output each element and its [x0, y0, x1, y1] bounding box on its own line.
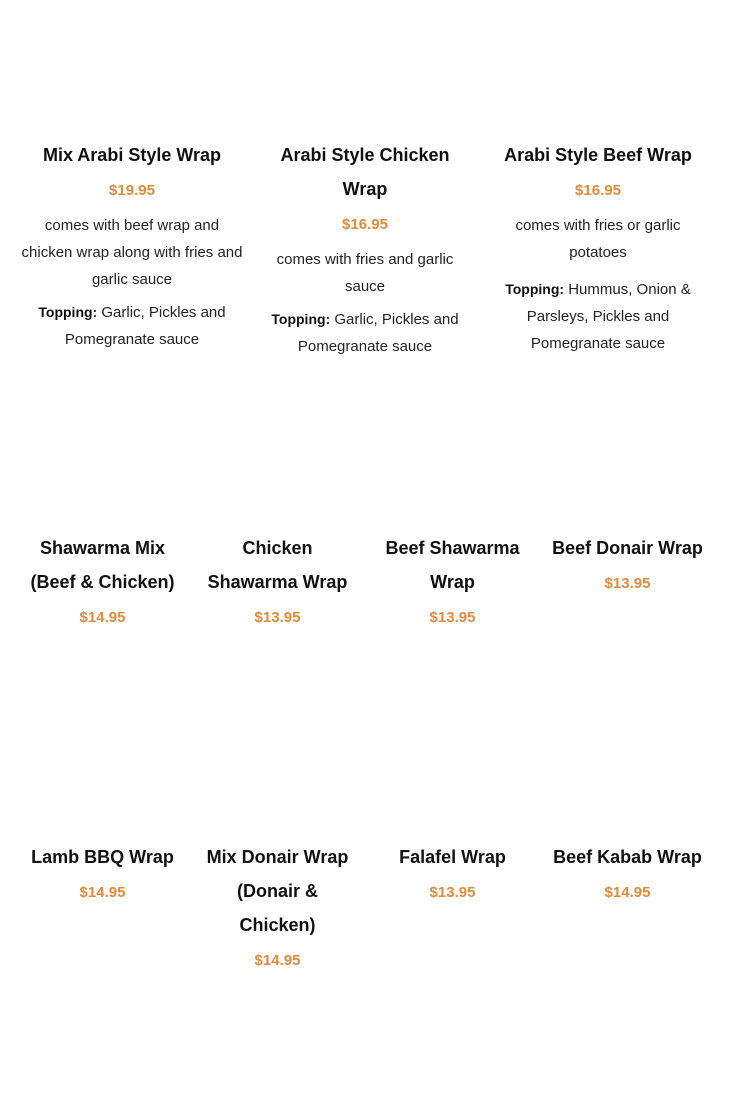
- item-title: Mix Donair Wrap (Donair & Chicken): [206, 847, 349, 935]
- item-price: $16.95: [575, 182, 621, 199]
- item-title: Lamb BBQ Wrap: [31, 847, 174, 867]
- item-price: $13.95: [254, 609, 301, 626]
- item-title: Beef Donair Wrap: [552, 538, 703, 558]
- item-description: comes with beef wrap and chicken wrap along with fries and garlic sauce: [21, 217, 243, 288]
- item-description: comes with fries or garlic potatoes: [515, 217, 681, 261]
- topping-text: Garlic, Pickles and Pomegranate sauce: [297, 311, 459, 355]
- item-price: $13.95: [429, 884, 476, 901]
- menu-row-shawarma: [0, 531, 730, 639]
- item-price: $14.95: [79, 609, 126, 626]
- item-title: Beef Kabab Wrap: [553, 847, 702, 867]
- item-price: $13.95: [604, 575, 651, 592]
- item-title: Arabi Style Chicken Wrap: [280, 145, 450, 199]
- item-price: $16.95: [342, 216, 388, 233]
- menu-row-more-wraps: [0, 840, 730, 982]
- menu-item-shawarma-mix[interactable]: [15, 531, 190, 639]
- menu-item-mix-donair-wrap[interactable]: [190, 840, 365, 982]
- item-title: Chicken Shawarma Wrap: [207, 538, 348, 592]
- item-title: Arabi Style Beef Wrap: [504, 145, 692, 165]
- menu-row-featured: [0, 138, 730, 360]
- topping-label: Topping:: [271, 311, 331, 327]
- menu-item-falafel-wrap[interactable]: [365, 840, 540, 982]
- menu-item-beef-kabab-wrap[interactable]: [540, 840, 715, 982]
- item-description: comes with fries and garlic sauce: [276, 251, 454, 295]
- item-title: Falafel Wrap: [399, 847, 506, 867]
- item-title: Shawarma Mix (Beef & Chicken): [30, 538, 175, 592]
- item-topping: [488, 276, 709, 357]
- menu-item-mix-arabi-style-wrap[interactable]: [16, 138, 249, 360]
- item-price: $14.95: [79, 884, 126, 901]
- topping-label: Topping:: [505, 281, 565, 297]
- item-price: $13.95: [429, 609, 476, 626]
- topping-text: Hummus, Onion & Parsleys, Pickles and Pomegranate sauce: [526, 281, 691, 352]
- menu-item-chicken-shawarma-wrap[interactable]: [190, 531, 365, 639]
- menu-item-arabi-style-chicken-wrap[interactable]: [249, 138, 482, 360]
- item-price: $14.95: [254, 952, 301, 969]
- item-price: $14.95: [604, 884, 651, 901]
- menu-item-lamb-bbq-wrap[interactable]: [15, 840, 190, 982]
- item-topping: [255, 306, 476, 360]
- topping-text: Garlic, Pickles and Pomegranate sauce: [64, 304, 226, 348]
- item-topping: [22, 299, 243, 353]
- menu-item-arabi-style-beef-wrap[interactable]: [482, 138, 715, 360]
- item-price: $19.95: [109, 182, 155, 199]
- item-title: Beef Shawarma Wrap: [385, 538, 520, 592]
- topping-label: Topping:: [38, 304, 98, 320]
- item-title: Mix Arabi Style Wrap: [42, 145, 222, 165]
- menu-item-beef-donair-wrap[interactable]: [540, 531, 715, 639]
- menu-item-beef-shawarma-wrap[interactable]: [365, 531, 540, 639]
